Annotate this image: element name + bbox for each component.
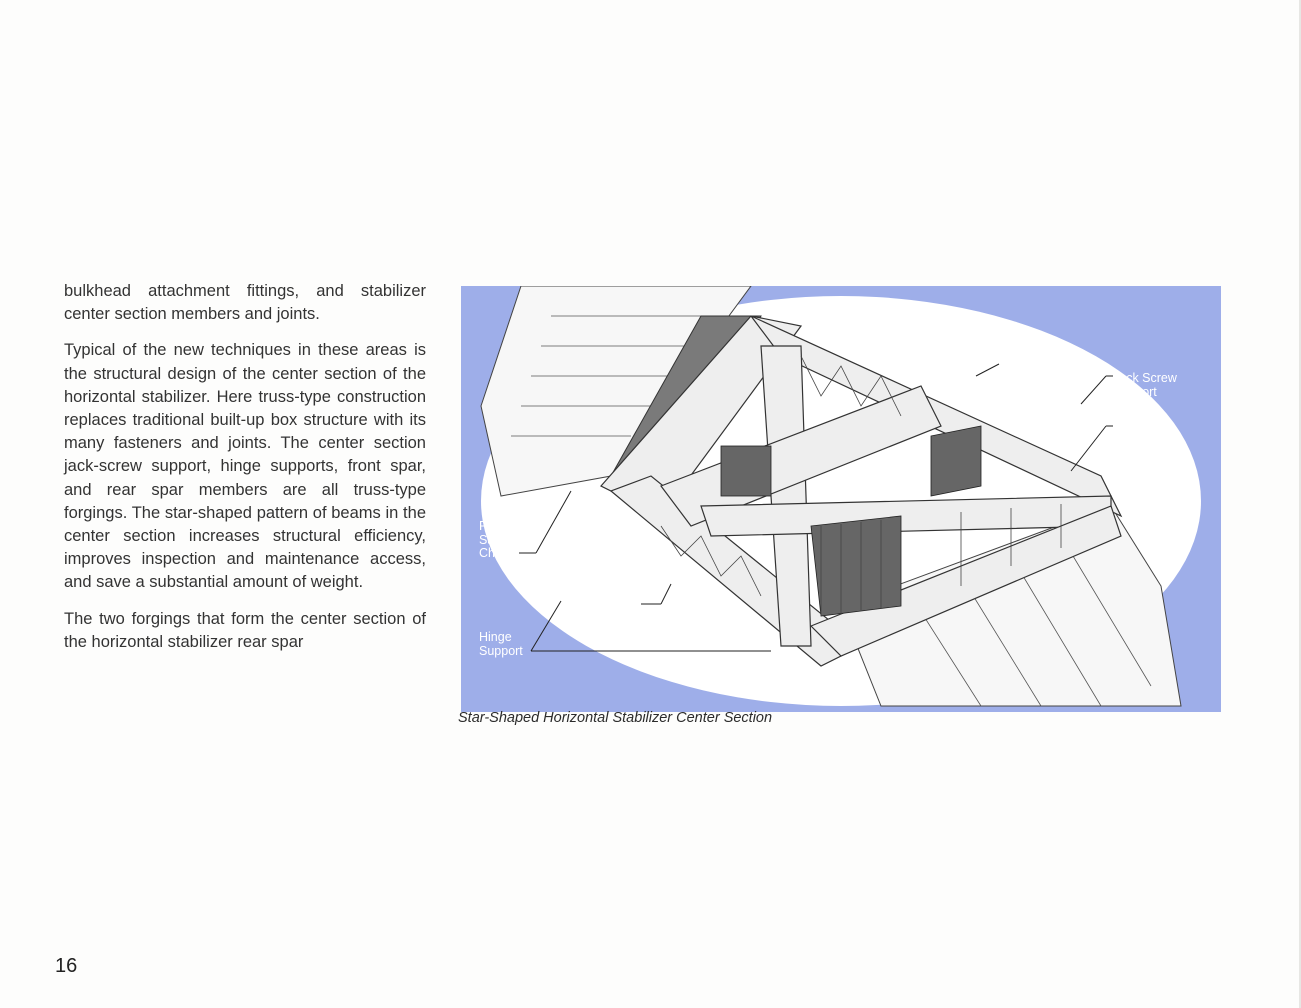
body-text: [64, 280, 426, 667]
stabilizer-illustration: [461, 286, 1221, 712]
paragraph-3: The two forgings that form the center section of the horizontal stabilizer rear spar: [64, 609, 426, 651]
truss-type-forging-center-label: Truss-Type Forging: [595, 584, 658, 612]
jack-screw-support-label: Jack Screw Support: [1113, 371, 1177, 399]
structure-drawing: [461, 286, 1221, 712]
page-number: 16: [55, 955, 78, 977]
figure-caption: Star-Shaped Horizontal Stabilizer Center Section: [458, 710, 773, 726]
paragraph-2: Typical of the new techniques in these areas is the structural design of the center section of the horizontal stabilizer. Here truss-type construction replaces traditional built-up box structure with its many fasteners and joints. The center section jack-screw support, hinge supports, front spar, and rear spar members are all truss-type forgings. The star-shaped pattern of beams in the center section increases structural efficiency, improves inspection and maintenance access, and save a substantial amount of weight.: [64, 341, 426, 592]
fwd-label: Fwd: [958, 362, 982, 376]
hinge-support-label: Hinge Support: [479, 630, 523, 658]
paragraph-1: bulkhead attachment fittings, and stabilizer center section members and joints.: [64, 282, 426, 324]
truss-type-forging-right-label: Truss-Type Forging: [1113, 419, 1176, 447]
fail-safe-chord-label: Fail- Safe Chord: [479, 519, 514, 560]
